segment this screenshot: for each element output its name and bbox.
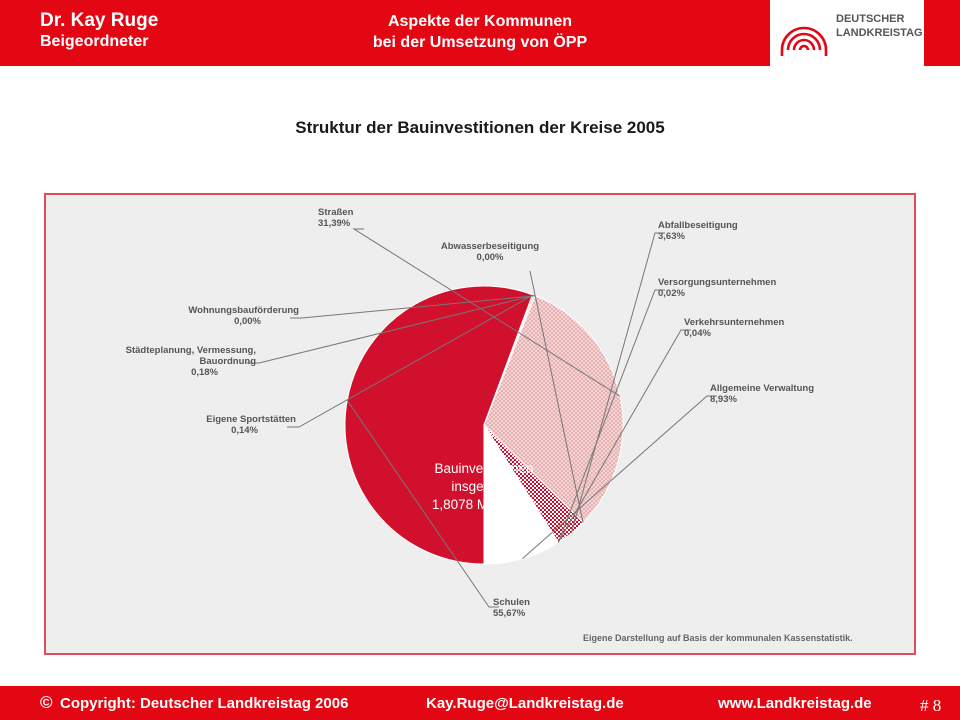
presentation-title-line1: Aspekte der Kommunen <box>387 13 573 30</box>
presentation-title-line2: bei der Umsetzung von ÖPP <box>372 34 588 51</box>
value-eigene-sportstaetten: 0,14% <box>231 425 258 436</box>
value-schulen: 55,67% <box>493 608 526 619</box>
label-schulen: Schulen 55,67% <box>493 597 530 619</box>
slide-title: Struktur der Bauinvestitionen der Kreise 2005 <box>295 118 665 137</box>
author-name: Dr. Kay Ruge <box>40 10 159 31</box>
chart-frame <box>44 193 916 655</box>
footer-bar <box>0 686 960 720</box>
logo <box>770 0 924 66</box>
value-allgemeine-verwaltung: 8,93% <box>710 394 737 405</box>
page-number: # 8 <box>920 696 942 715</box>
label-eigene-sportstaetten: Eigene Sportstätten 0,14% <box>206 414 296 436</box>
author-role: Beigeordneter <box>40 33 149 50</box>
label-staedteplanung-vermessung-bauordnung: Städteplanung, Vermessung, Bauordnung 0,18% <box>125 345 256 378</box>
center-text-line-2: insgesamt: <box>451 479 517 494</box>
logo-text-line2: LANDKREISTAG <box>836 27 923 39</box>
arcs-logo-icon <box>774 0 834 66</box>
header-bar <box>0 0 960 66</box>
logo-text <box>836 12 923 40</box>
value-wohnungsbaufoerderung: 0,00% <box>234 316 261 327</box>
value-abfallbeseitigung: 3,63% <box>658 231 685 242</box>
label-versorgungsunternehmen: Versorgungsunternehmen 0,02% <box>658 277 777 299</box>
presentation-title <box>330 11 630 53</box>
source-note: Eigene Darstellung auf Basis der kommunalen Kassenstatistik. <box>583 633 853 643</box>
center-text-line-3: 1,8078 Mrd. Euro <box>431 497 537 512</box>
pie-chart <box>46 195 914 653</box>
email-link[interactable]: Kay.Ruge@Landkreistag.de <box>426 695 624 712</box>
copyright-text: Copyright: Deutscher Landkreistag 2006 <box>60 695 349 712</box>
value-abwasserbeseitigung: 0,00% <box>476 252 504 263</box>
website-link[interactable]: www.Landkreistag.de <box>718 695 872 712</box>
author-block <box>40 10 158 52</box>
label-strassen: Straßen 31,39% <box>318 207 354 229</box>
label-verkehrsunternehmen: Verkehrsunternehmen 0,04% <box>684 317 785 339</box>
label-abwasserbeseitigung: Abwasserbeseitigung 0,00% <box>440 241 540 263</box>
center-text-line-1: Bauinvestitionen <box>434 461 534 476</box>
value-strassen: 31,39% <box>318 218 351 229</box>
pie-slices <box>345 286 623 564</box>
label-abfallbeseitigung: Abfallbeseitigung 3,63% <box>658 220 738 242</box>
value-staedteplanung-vermessung-bauordnung: 0,18% <box>191 367 218 378</box>
label-allgemeine-verwaltung: Allgemeine Verwaltung 8,93% <box>710 383 814 405</box>
label-wohnungsbaufoerderung: Wohnungsbauförderung 0,00% <box>188 305 299 327</box>
value-versorgungsunternehmen: 0,02% <box>658 288 685 299</box>
logo-text-line1: DEUTSCHER <box>836 13 905 25</box>
value-verkehrsunternehmen: 0,04% <box>684 328 711 339</box>
copyright-symbol: © <box>40 693 53 712</box>
